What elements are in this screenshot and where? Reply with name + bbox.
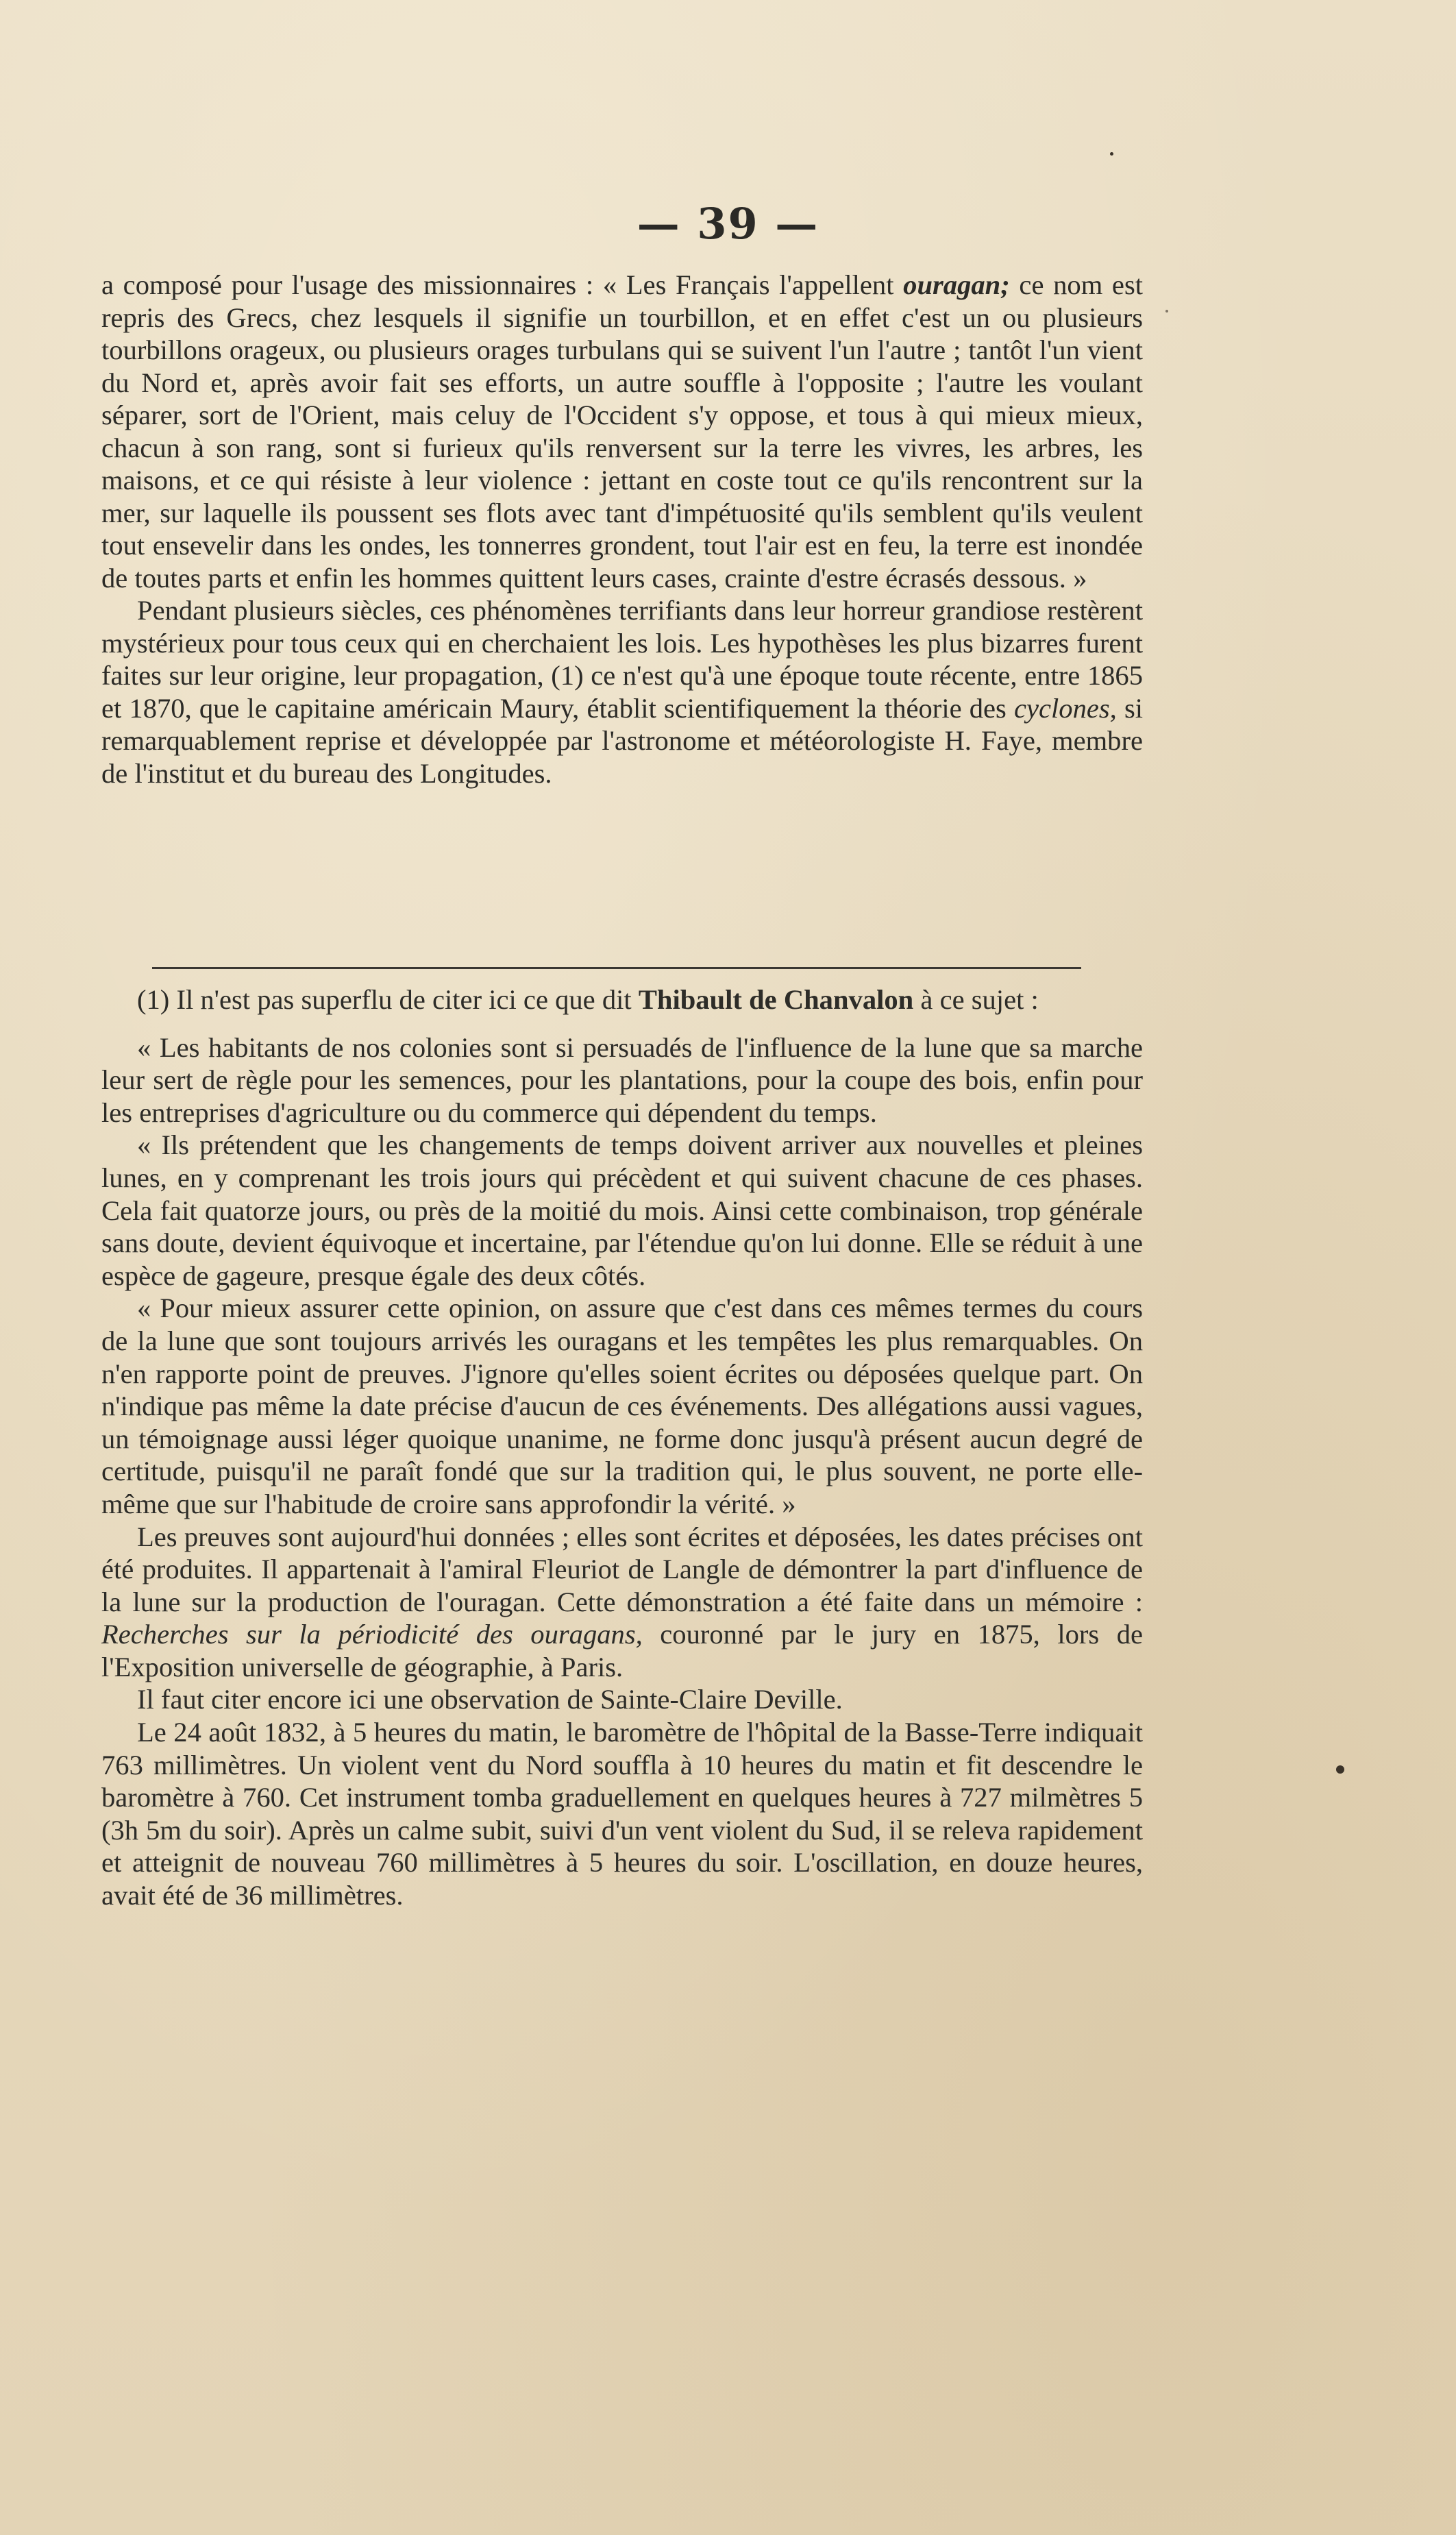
paragraph-2-text-c: si remarquablement reprise et développée par l'astronome et météorologiste H. Faye, membre de l'institut et du bureau des Longitudes.: [101, 692, 1144, 789]
footnote: [101, 983, 1143, 1912]
footnote-author: Thibault de Chanvalon: [638, 984, 914, 1015]
paragraph-1-term: ouragan;: [903, 269, 1010, 300]
footnote-paragraph-barometer: Le 24 août 1832, à 5 heures du matin, le baromètre de l'hôpital de la Basse-Terre indiquait 763 millimètres. Un violent vent du Nord souffla à 10 heures du matin et fit descendre le baromètre à 760. Cet instrument tomba graduellement en quelques heures à 727 milmètres 5 (3h 5m du soir). Après un calme subit, suivi d'un vent violent du Sud, il se releva rapidement et atteignit de nouveau 760 millimètres à 5 heures du soir. L'oscillation, en douze heures, avait été de 36 millimètres.: [101, 1717, 1143, 1911]
paragraph-2-term: cyclones,: [1013, 692, 1117, 724]
page-number: — 39 —: [637, 199, 819, 249]
footnote-quote-3: « Pour mieux assurer cette opinion, on assure que c'est dans ces mêmes termes du cours de la lune que sont toujours arrivés les ouragans et les tempêtes les plus remarquables. On n'en rapporte point de preuves. J'ignore qu'elles soient écrites ou déposées quelque part. On n'indique pas même la date précise d'aucun de ces événements. Des allégations aussi vagues, un témoignage aussi léger quoique unanime, ne forme donc jusqu'à présent aucun degré de certitude, puisqu'il ne paraît fondé que sur la tradition qui, le plus souvent, ne porte elle-même que sur l'habitude de croire sans approfondir la vérité. »: [101, 1293, 1143, 1519]
footnote-quote-1: « Les habitants de nos colonies sont si persuadés de l'influence de la lune que sa marche leur sert de règle pour les semences, pour les plantations, pour la coupe des bois, enfin pour les entreprises d'agriculture ou du commerce qui dépendent du temps.: [101, 1031, 1143, 1128]
footnote-memoir-title: Recherches sur la périodicité des ouragans,: [101, 1619, 643, 1650]
footnote-quote-2: « Ils prétendent que les changements de temps doivent arriver aux nouvelles et pleines lunes, en y comprenant les trois jours qui précèdent et qui suivent chacune de ces phases. Cela fait quatorze jours, ou près de la moitié du mois. Ainsi cette combinaison, trop générale sans doute, devient équivoque et incertaine, par l'étendue qu'on lui donne. Elle se réduit à une espèce de gageure, presque égale des deux côtés.: [101, 1129, 1143, 1291]
footnote-paragraph-proofs: [101, 1521, 1143, 1684]
paragraph-1-text-c: ce nom est repris des Grecs, chez lesquels il signifie un tourbillon, et en effet c'est un ou plusieurs tourbillons orageux, ou plusieurs orages turbulans qui se suivent l'un l'autre ; tantôt l'un vient du Nord et, après avoir fait ses efforts, un autre souffle à l'opposite ; l'autre les voulant séparer, sort de l'Orient, mais celuy de l'Occident s'y oppose, et tous à qui mieux mieux, chacun à son rang, sont si furieux qu'ils renversent sur la terre les vivres, les arbres, les maisons, et ce qui résiste à leur violence : jettant en coste tout ce qu'ils rencontrent sur la mer, sur laquelle ils poussent ses flots avec tant d'impétuosité qu'ils semblent qu'ils veulent tout ensevelir dans les ondes, les tonnerres grondent, tout l'air est en feu, la terre est inondée de toutes parts et enfin les hommes quittent leurs cases, crainte d'estre écrasés dessous. »: [101, 269, 1144, 593]
paper-speck: [1165, 310, 1168, 313]
footnote-separator: [152, 967, 1081, 969]
footnote-intro-a: (1) Il n'est pas superflu de citer ici ce que dit: [137, 984, 639, 1015]
paragraph-1-text-a: a composé pour l'usage des missionnaires : « Les Français l'appellent: [101, 269, 904, 300]
footnote-proofs-a: Les preuves sont aujourd'hui données ; elles sont écrites et déposées, les dates précises ont été produites. Il appartenait à l'amiral Fleuriot de Langle de démontrer la part d'influence de la lune sur la production de l'ouragan. Cette démonstration a été faite dans un mémoire :: [101, 1521, 1143, 1617]
paper-speck: [1336, 1765, 1344, 1774]
paper-speck: [1110, 152, 1113, 156]
paragraph-2: [101, 594, 1143, 789]
paragraph-1: [101, 269, 1143, 594]
footnote-intro-c: à ce sujet :: [913, 984, 1039, 1015]
footnote-proofs-c: couronné par le jury en 1875, lors de l'Exposition universelle de géographie, à Paris.: [101, 1619, 1143, 1682]
paragraph-2-text-a: Pendant plusieurs siècles, ces phénomènes terrifiants dans leur horreur grandiose restèrent mystérieux pour tous ceux qui en cherchaient les lois. Les hypothèses les plus bizarres furent faites sur leur origine, leur propagation, (1) ce n'est qu'à une époque toute récente, entre 1865 et 1870, que le capitaine américain Maury, établit scientifiquement la théorie des: [101, 595, 1143, 724]
main-text: [101, 269, 1143, 789]
footnote-intro: [101, 983, 1143, 1016]
footnote-paragraph-deville: Il faut citer encore ici une observation de Sainte-Claire Deville.: [137, 1684, 843, 1715]
